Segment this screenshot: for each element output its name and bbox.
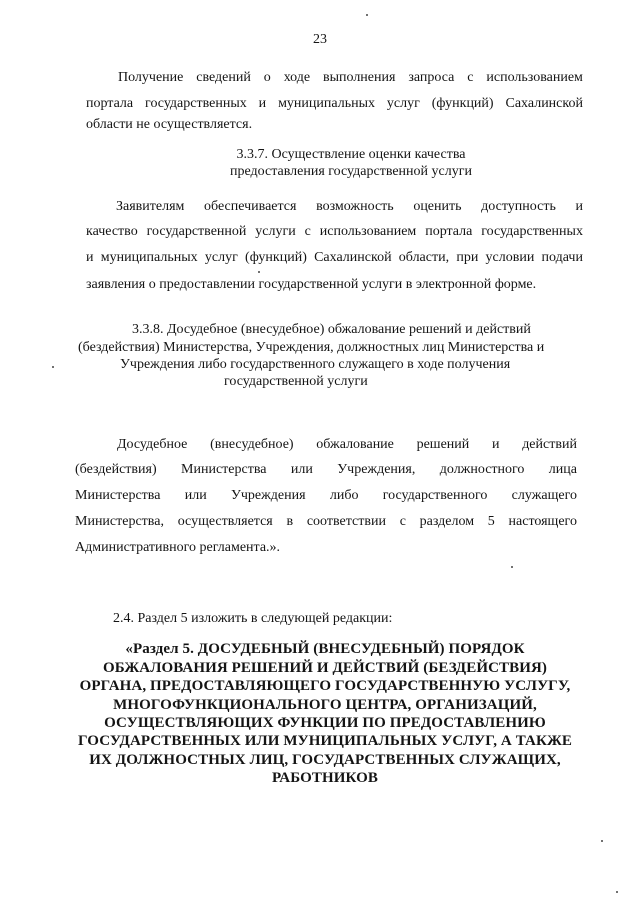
word: Министерства, (75, 514, 164, 529)
title-line: ГОСУДАРСТВЕННЫХ ИЛИ МУНИЦИПАЛЬНЫХ УСЛУГ, А ТАКЖЕ (78, 733, 572, 749)
word: решений (416, 437, 470, 452)
scan-speck (366, 14, 368, 16)
word: области, (398, 250, 450, 265)
word: Получение (118, 70, 184, 85)
word: с (304, 224, 311, 239)
word: Сахалинской (314, 250, 392, 265)
word: действий (522, 437, 577, 452)
title-line: «Раздел 5. ДОСУДЕБНЫЙ (ВНЕСУДЕБНЫЙ) ПОРЯДОК (125, 641, 525, 657)
title-line: ОБЖАЛОВАНИЯ РЕШЕНИЙ И ДЕЙСТВИЙ (БЕЗДЕЙСТВИЯ) (102, 660, 548, 676)
word: и (575, 199, 583, 214)
word: Досудебное (117, 437, 188, 452)
word: лица (548, 462, 577, 477)
word: соответствии (306, 514, 386, 529)
scan-speck (616, 891, 618, 893)
word: либо (329, 488, 359, 503)
heading-line: государственной услуги (224, 374, 368, 389)
page-number: 23 (313, 32, 327, 47)
heading-line: Учреждения либо государственного служащего в ходе получения (120, 357, 511, 372)
word: или (290, 462, 313, 477)
word: при (456, 250, 479, 265)
word: Учреждения, (337, 462, 416, 477)
word: с (467, 70, 474, 85)
word: Заявителям (116, 199, 185, 214)
word: или (184, 488, 207, 503)
title-line: МНОГОФУНКЦИОНАЛЬНОГО ЦЕНТРА, ОРГАНИЗАЦИЙ, (113, 697, 537, 713)
word: Сахалинской (505, 96, 583, 111)
word: выполнения (323, 70, 396, 85)
word: государственных (481, 224, 583, 239)
word: (функций) (431, 96, 494, 111)
word: услуг (386, 96, 420, 111)
scan-speck (258, 271, 260, 273)
word: условии (485, 250, 535, 265)
title-line: ИХ ДОЛЖНОСТНЫХ ЛИЦ, ГОСУДАРСТВЕННЫХ СЛУЖАЩИХ, (89, 752, 561, 768)
word: Министерства (75, 488, 161, 503)
word: служащего (511, 488, 577, 503)
word: о (263, 70, 271, 85)
word: осуществляется (177, 514, 273, 529)
word: услуг (204, 250, 238, 265)
text-line: заявления о предоставлении государственной услуги в электронной форме. (86, 277, 537, 292)
word: государственной (146, 224, 247, 239)
text-line (86, 95, 583, 113)
word: использованием (319, 224, 417, 239)
word: и (258, 96, 267, 111)
word: государственных (145, 96, 247, 111)
word: качество (86, 224, 138, 239)
word: (бездействия) (75, 462, 157, 477)
word: с (399, 514, 406, 529)
text-line (116, 198, 583, 216)
text-line (86, 249, 583, 267)
heading-line: 3.3.7. Осуществление оценки качества (236, 147, 466, 162)
title-line: ОРГАНА, ПРЕДОСТАВЛЯЮЩЕГО ГОСУДАРСТВЕННУЮ УСЛУГУ, (79, 678, 571, 694)
word: в (286, 514, 294, 529)
word: и (86, 250, 94, 265)
scan-speck (52, 366, 54, 368)
word: государственного (382, 488, 488, 503)
word: возможность (316, 199, 394, 214)
text-line: области не осуществляется. (86, 117, 253, 132)
word: муниципальных (278, 96, 375, 111)
word: должностного (439, 462, 525, 477)
word: Учреждения (230, 488, 306, 503)
heading-line: 3.3.8. Досудебное (внесудебное) обжалование решений и действий (132, 322, 531, 337)
heading-line: (бездействия) Министерства, Учреждения, должностных лиц Министерства и (78, 340, 545, 355)
word: портала (86, 96, 134, 111)
text-line (86, 223, 583, 241)
word: подачи (541, 250, 583, 265)
scan-speck (601, 840, 603, 842)
word: ходе (283, 70, 311, 85)
text-line (117, 436, 577, 454)
word: оценить (413, 199, 462, 214)
text-line (75, 461, 577, 479)
word: доступность (481, 199, 556, 214)
text-line: Административного регламента.». (75, 540, 281, 555)
word: (функций) (245, 250, 307, 265)
word: настоящего (508, 514, 577, 529)
text-line (75, 487, 577, 505)
word: запроса (408, 70, 455, 85)
word: и (491, 437, 500, 452)
word: (внесудебное) (210, 437, 294, 452)
title-line: РАБОТНИКОВ (271, 770, 379, 786)
text-line (75, 513, 577, 531)
item-2-4: 2.4. Раздел 5 изложить в следующей редакции: (113, 611, 393, 626)
word: Министерства (181, 462, 267, 477)
word: обеспечивается (204, 199, 297, 214)
word: разделом (419, 514, 475, 529)
word: обжалование (316, 437, 394, 452)
word: 5 (487, 514, 495, 529)
word: портала (425, 224, 473, 239)
word: сведений (196, 70, 251, 85)
text-line (118, 69, 583, 87)
word: муниципальных (100, 250, 198, 265)
heading-line: предоставления государственной услуги (230, 164, 472, 179)
title-line: ОСУЩЕСТВЛЯЮЩИХ ФУНКЦИИ ПО ПРЕДОСТАВЛЕНИЮ (104, 715, 546, 731)
word: услуги (255, 224, 296, 239)
scan-speck (511, 566, 513, 568)
word: использованием (486, 70, 583, 85)
